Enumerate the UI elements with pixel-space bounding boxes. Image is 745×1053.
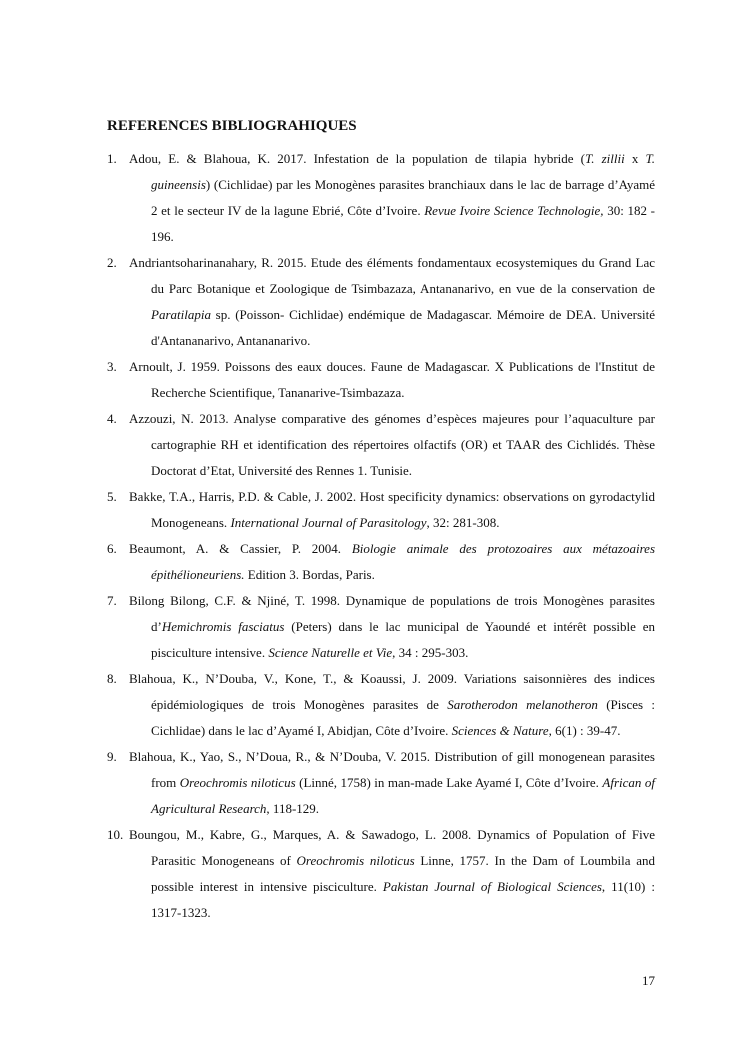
reference-text: , 118-129.: [266, 801, 320, 816]
reference-number: 1.: [107, 151, 117, 166]
reference-italic-text: Oreochromis niloticus: [296, 853, 415, 868]
reference-text: , 32: 281-308.: [426, 515, 500, 530]
reference-text: (Peters) dans le lac municipal de Yaoundé et intérêt possible en pisciculture intensive.: [151, 619, 655, 660]
reference-item: [107, 822, 655, 926]
reference-italic-text: Oreochromis niloticus: [179, 775, 296, 790]
reference-text: (Linné, 1758) in man-made Lake Ayamé I, Côte d’Ivoire.: [295, 775, 603, 790]
reference-text: Blahoua, K., Yao, S., N’Doua, R., & N’Douba, V. 2015. Distribution of gill monogenean parasites from: [129, 749, 655, 790]
reference-italic-text: Sarotherodon melanotheron: [447, 697, 598, 712]
section-heading: REFERENCES BIBLIOGRAHIQUES: [107, 118, 357, 134]
reference-italic-text: Sciences & Nature: [451, 723, 549, 738]
reference-list: [107, 146, 655, 926]
reference-number: 2.: [107, 255, 117, 270]
reference-item: [107, 666, 655, 744]
reference-item: [107, 406, 655, 484]
reference-number: 3.: [107, 359, 117, 374]
reference-number: 9.: [107, 749, 117, 764]
reference-italic-text: Science Naturelle et Vie: [268, 645, 393, 660]
reference-number: 4.: [107, 411, 117, 426]
reference-text: sp. (Poisson- Cichlidae) endémique de Madagascar. Mémoire de DEA. Université d'Antananarivo, Antananarivo.: [151, 307, 655, 348]
reference-italic-text: Paratilapia: [151, 307, 211, 322]
reference-item: [107, 354, 655, 406]
reference-number: 5.: [107, 489, 117, 504]
reference-text: ) (Cichlidae) par les Monogènes parasites branchiaux dans le lac de barrage d’Ayamé 2 et le secteur IV de la lagune Ebrié, Côte d’Ivoire.: [151, 177, 655, 218]
reference-italic-text: T. guineensis: [151, 151, 655, 192]
reference-text: , 34 : 295-303.: [392, 645, 469, 660]
reference-item: [107, 744, 655, 822]
reference-text: Edition 3. Bordas, Paris.: [244, 567, 375, 582]
reference-item: [107, 250, 655, 354]
reference-item: [107, 536, 655, 588]
reference-text: (Pisces : Cichlidae) dans le lac d’Ayamé I, Abidjan, Côte d’Ivoire.: [151, 697, 655, 738]
reference-text: Blahoua, K., N’Douba, V., Kone, T., & Koaussi, J. 2009. Variations saisonnières des indices épidémiologiques de trois Monogènes parasites de: [129, 671, 655, 712]
reference-item: [107, 146, 655, 250]
reference-text: Boungou, M., Kabre, G., Marques, A. & Sawadogo, L. 2008. Dynamics of Population of Five Parasitic Monogeneans of: [129, 827, 655, 868]
reference-italic-text: Biologie animale des protozoaires aux métazoaires épithélioneuriens.: [151, 541, 656, 582]
reference-number: 7.: [107, 593, 117, 608]
reference-text: Linne, 1757. In the Dam of Loumbila and possible interest in intensive pisciculture.: [151, 853, 655, 894]
reference-text: Adou, E. & Blahoua, K. 2017. Infestation de la population de tilapia hybride (: [129, 151, 585, 166]
reference-italic-text: African of Agricultural Research: [151, 775, 655, 816]
reference-item: [107, 588, 655, 666]
reference-text: 30: 182 - 196.: [151, 203, 655, 244]
reference-text: , 11(10) : 1317-1323.: [151, 879, 655, 920]
reference-italic-text: International Journal of Parasitology: [230, 515, 427, 530]
reference-italic-text: Hemichromis fasciatus: [161, 619, 285, 634]
reference-item: [107, 484, 655, 536]
reference-text: Arnoult, J. 1959. Poissons des eaux douces. Faune de Madagascar. X Publications de l'Institut de Recherche Scientifique, Tananarive-Tsimbazaza.: [129, 359, 655, 400]
reference-text: , 6(1) : 39-47.: [548, 723, 621, 738]
reference-italic-text: T. zillii: [585, 151, 625, 166]
reference-italic-text: Revue Ivoire Science Technologie,: [424, 203, 604, 218]
page-number: 17: [642, 973, 655, 988]
reference-text: Bilong Bilong, C.F. & Njiné, T. 1998. Dynamique de populations de trois Monogènes parasites d’: [129, 593, 655, 634]
reference-text: Bakke, T.A., Harris, P.D. & Cable, J. 2002. Host specificity dynamics: observations on gyrodactylid Monogeneans.: [129, 489, 655, 530]
reference-text: Azzouzi, N. 2013. Analyse comparative des génomes d’espèces majeures pour l’aquaculture par cartographie RH et identification des répertoires olfactifs (OR) et TAAR des Cichlidés. Thèse Doctorat d’Etat, Université des Rennes 1. Tunisie.: [129, 411, 655, 478]
reference-text: x: [624, 151, 646, 166]
reference-number: 10.: [107, 827, 124, 842]
reference-number: 8.: [107, 671, 117, 686]
reference-number: 6.: [107, 541, 117, 556]
reference-text: Andriantsoharinanahary, R. 2015. Etude des éléments fondamentaux ecosystemiques du Grand Lac du Parc Botanique et Zoologique de Tsimbazaza, Antananarivo, en vue de la conservation de: [129, 255, 655, 296]
reference-italic-text: Pakistan Journal of Biological Sciences: [382, 879, 602, 894]
reference-text: Beaumont, A. & Cassier, P. 2004.: [129, 541, 352, 556]
